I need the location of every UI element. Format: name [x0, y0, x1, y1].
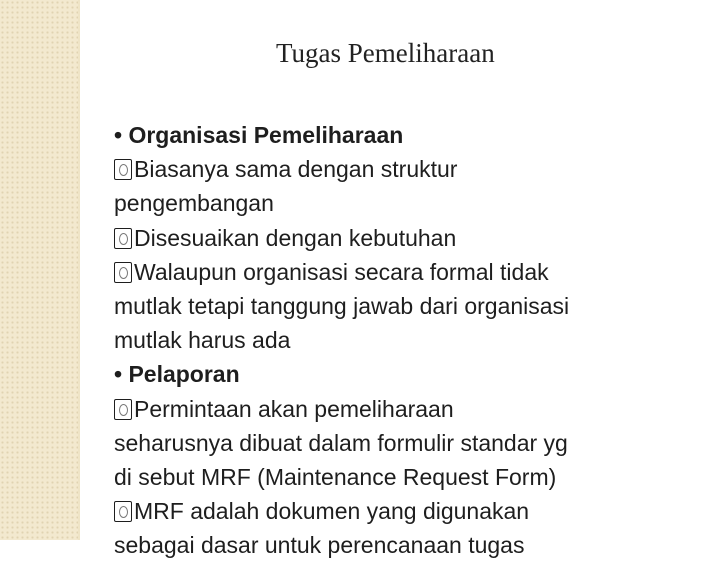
body-line-text: MRF adalah dokumen yang digunakan [134, 498, 530, 525]
body-line-text: mutlak tetapi tanggung jawab dari organisasi [114, 293, 570, 320]
missing-glyph-icon [114, 399, 132, 420]
body-line-text: seharusnya dibuat dalam formulir standar yg [114, 429, 568, 456]
body-line-text: pengembangan [114, 190, 274, 217]
section-heading-pelaporan: • Pelaporan [114, 361, 240, 388]
body-line [114, 323, 694, 357]
missing-glyph-icon [114, 228, 132, 249]
side-band-edge [78, 0, 80, 540]
body-line-text: Disesuaikan dengan kebutuhan [134, 224, 457, 251]
body-line-text: di sebut MRF (Maintenance Request Form) [114, 464, 557, 491]
body-line [114, 186, 694, 220]
body-line [114, 289, 694, 323]
body-line [114, 494, 694, 528]
missing-glyph-icon [114, 159, 132, 180]
body-line [114, 255, 694, 289]
body-line-text: sebagai dasar untuk perencanaan tugas [114, 532, 525, 559]
body-line [114, 152, 694, 186]
body-line-text: mutlak harus ada [114, 327, 291, 354]
body-line [114, 392, 694, 426]
slide-body [114, 118, 694, 563]
body-line [114, 528, 694, 562]
section-heading-organisasi: • Organisasi Pemeliharaan [114, 122, 404, 148]
body-line [114, 460, 694, 494]
missing-glyph-icon [114, 262, 132, 283]
body-line-text: Permintaan akan pemeliharaan [134, 395, 454, 422]
missing-glyph-icon [114, 501, 132, 522]
body-line [114, 426, 694, 460]
body-line-text: Biasanya sama dengan struktur [134, 156, 458, 183]
slide-title: Tugas Pemeliharaan [276, 38, 495, 68]
body-line [114, 221, 694, 255]
decorative-side-band [0, 0, 78, 540]
body-line-text: Walaupun organisasi secara formal tidak [134, 258, 549, 285]
